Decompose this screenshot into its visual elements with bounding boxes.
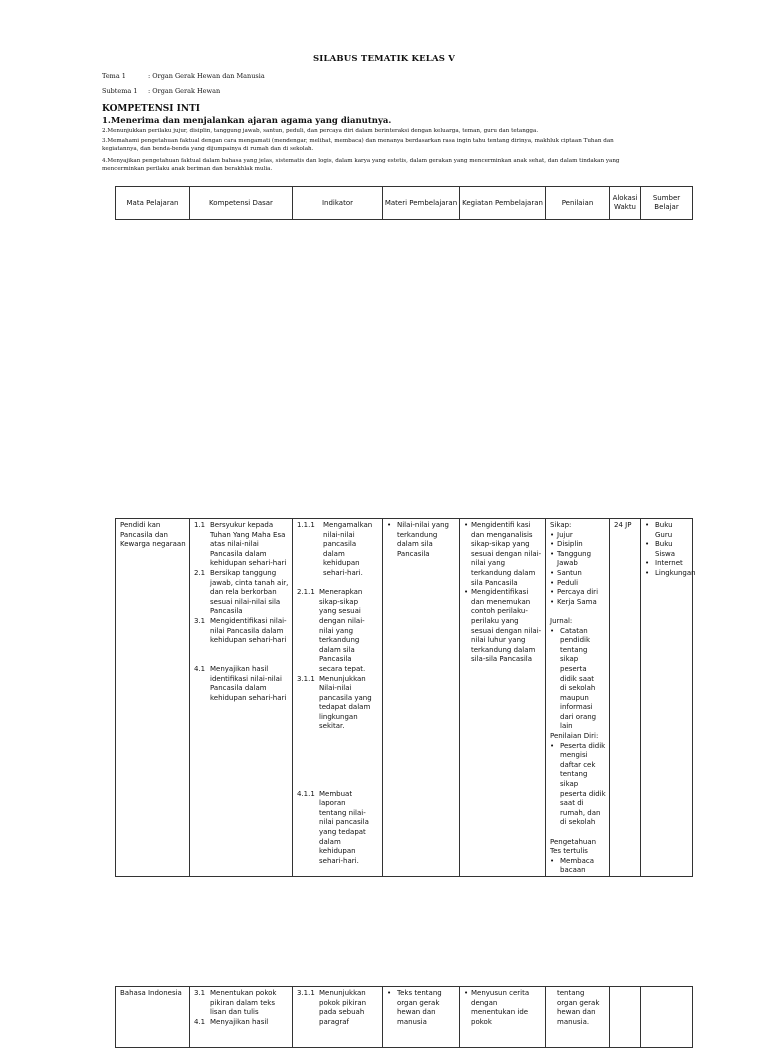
penilaian-pengetahuan-item: • Membaca bacaan bbox=[550, 856, 595, 875]
materi-item: • Teks tentang organ gerak hewan dan manusia bbox=[387, 989, 442, 1026]
indikator-item: 2.1.1 Menerapkan sikap-sikap yang sesuai dengan nilai-nilai yang terkandung dalam sila Pancasila secara tepat. bbox=[297, 588, 366, 673]
indikator-item: 4.1.1 Membuat laporan tentang nilai-nilai pancasila yang tedapat dalam kehidupan sehari-hari. bbox=[297, 789, 369, 865]
header-kompetensi-dasar: Kompetensi Dasar bbox=[190, 187, 293, 220]
cell-indikator bbox=[293, 519, 383, 877]
mapel-text: Bahasa Indonesia bbox=[120, 989, 182, 997]
kd-item: 4.1 Menyajikan hasil bbox=[194, 1017, 269, 1026]
meta-value: : Organ Gerak Hewan dan Manusia bbox=[148, 72, 265, 80]
cell-penilaian bbox=[546, 987, 610, 1048]
cell-indikator bbox=[293, 987, 383, 1048]
cell-mapel bbox=[116, 987, 190, 1048]
syllabus-row-ppkn bbox=[115, 518, 696, 877]
syllabus-header-table bbox=[115, 186, 693, 220]
sumber-item: • Lingkungan bbox=[645, 568, 696, 577]
kegiatan-item: • Mengidentifi kasi dan menganalisis sikap-sikap yang sesuai dengan nilai-nilai yang terkandung dalam sila Pancasila bbox=[464, 521, 542, 587]
penilaian-text: tentang organ gerak hewan dan manusia. bbox=[557, 989, 600, 1026]
kegiatan-item: • Mengidentifikasi dan menemukan contoh perilaku-perilaku yang sesuai dengan nilai-nilai luhur yang terkandung dalam sila-sila Pancasila bbox=[464, 588, 542, 664]
header-kegiatan: Kegiatan Pembelajaran bbox=[460, 187, 546, 220]
sumber-item: • Buku Siswa bbox=[645, 540, 676, 558]
cell-kegiatan bbox=[460, 987, 546, 1048]
mapel-text: Pendidi kan Pancasila dan Kewarga negaraan bbox=[120, 521, 186, 549]
cell-kompetensi-dasar bbox=[190, 987, 293, 1048]
document-title: SILABUS TEMATIK KELAS V bbox=[312, 54, 456, 64]
sumber-item: • Internet bbox=[645, 559, 683, 568]
kegiatan-item: • Menyusun cerita dengan menentukan ide pokok bbox=[464, 989, 530, 1026]
cell-penilaian bbox=[546, 519, 610, 877]
indikator-item: 3.1.1 Menunjukkan pokok pikiran pada sebuah paragraf bbox=[297, 989, 367, 1026]
penilaian-sikap-item: • Percaya diri bbox=[550, 588, 599, 597]
penilaian-sikap-item: • Kerja Sama bbox=[550, 597, 597, 606]
penilaian-tes-label: Tes tertulis bbox=[550, 847, 588, 856]
meta-subtema bbox=[102, 87, 220, 95]
cell-sumber-belajar bbox=[641, 519, 696, 877]
cell-materi bbox=[383, 987, 460, 1048]
cell-mapel bbox=[116, 519, 190, 877]
indikator-item: 3.1.1 Menunjukkan Nilai-nilai pancasila yang tedapat dalam lingkungan sekitar. bbox=[297, 674, 372, 731]
header-indikator: Indikator bbox=[293, 187, 383, 220]
cell-kegiatan bbox=[460, 519, 546, 877]
alokasi-waktu-text: 24 JP bbox=[614, 521, 632, 529]
penilaian-sikap-label: Sikap: bbox=[550, 521, 572, 529]
meta-key: Tema 1 bbox=[102, 72, 126, 80]
penilaian-sikap-item: • Tanggung Jawab bbox=[550, 549, 592, 568]
ki-4: 4.Menyajikan pengetahuan faktual dalam bahasa yang jelas, sistematis dan logis, dalam karya yang estetis, dalam gerakan yang mencerminkan anak sehat, dan dalam tindakan yang mencerminkan perilaku anak beriman dan berakhlak mulia. bbox=[102, 158, 620, 172]
penilaian-sikap-item: • Santun bbox=[550, 568, 582, 577]
penilaian-sikap-item: • Peduli bbox=[550, 578, 579, 587]
syllabus-row-bahasa-indonesia bbox=[115, 986, 693, 1048]
cell-materi bbox=[383, 519, 460, 877]
cell-sumber-belajar bbox=[641, 987, 693, 1048]
penilaian-sikap-item: • Disiplin bbox=[550, 540, 583, 549]
header-sumber-belajar: Sumber Belajar bbox=[641, 187, 693, 220]
penilaian-jurnal-item: • Catatan pendidik tentang sikap peserta didik saat di sekolah maupun informasi dari orang lain bbox=[550, 626, 597, 731]
meta-tema bbox=[102, 72, 265, 80]
cell-alokasi-waktu bbox=[610, 987, 641, 1048]
ki-1: 1.Menerima dan menjalankan ajaran agama yang dianutnya. bbox=[102, 116, 392, 126]
table-row bbox=[116, 987, 693, 1048]
ki-3: 3.Memahami pengetahuan faktual dengan cara mengamati (mendengar, melihat, membaca) dan menanya berdasarkan rasa ingin tahu tentang dirinya, makhluk ciptaan Tuhan dan kegiatannya, dan benda-benda yang dijumpainya di rumah dan di sekolah. bbox=[102, 138, 614, 152]
meta-key: Subtema 1 bbox=[102, 87, 138, 95]
penilaian-sikap-item: • Jujur bbox=[550, 530, 573, 539]
indikator-item: 1.1.1 Mengamalkan nilai-nilai pancasila dalam kehidupan sehari-hari. bbox=[297, 521, 373, 577]
cell-kompetensi-dasar bbox=[190, 519, 293, 877]
kd-item: 1.1 Bersyukur kepada Tuhan Yang Maha Esa atas nilai-nilai Pancasila dalam kehidupan sehari-hari bbox=[194, 521, 287, 568]
kd-item: 3.1 Mengidentifikasi nilai-nilai Pancasila dalam kehidupan sehari-hari bbox=[194, 616, 287, 645]
meta-value: : Organ Gerak Hewan bbox=[148, 87, 221, 95]
table-row bbox=[116, 519, 693, 877]
materi-item: • Nilai-nilai yang terkandung dalam sila Pancasila bbox=[387, 521, 449, 558]
sumber-item: • Buku Guru bbox=[645, 521, 673, 539]
kd-item: 3.1 Menentukan pokok pikiran dalam teks lisan dan tulis bbox=[194, 989, 277, 1017]
kd-item: 4.1 Menyajikan hasil identifikasi nilai-nilai Pancasila dalam kehidupan sehari-hari bbox=[194, 664, 287, 702]
header-alokasi-waktu: Alokasi Waktu bbox=[610, 187, 641, 220]
cell-alokasi-waktu bbox=[610, 519, 641, 877]
kompetensi-inti-heading: KOMPETENSI INTI bbox=[102, 104, 200, 114]
ki-2: 2.Menunjukkan perilaku jujur, disiplin, tanggung jawab, santun, peduli, dan percaya diri dalam berinteraksi dengan keluarga, teman, guru dan tetangga. bbox=[102, 128, 539, 134]
kd-item: 2.1 Bersikap tanggung jawab, cinta tanah air, dan rela berkorban sesuai nilai-nilai sila Pancasila bbox=[194, 568, 289, 616]
penilaian-diri-label: Penilaian Diri: bbox=[550, 732, 599, 741]
header-mata-pelajaran: Mata Pelajaran bbox=[116, 187, 190, 220]
penilaian-pengetahuan-label: Pengetahuan bbox=[550, 837, 597, 846]
penilaian-jurnal-label: Jurnal: bbox=[550, 616, 573, 625]
header-materi: Materi Pembelajaran bbox=[383, 187, 460, 220]
penilaian-diri-item: • Peserta didik mengisi daftar cek tentang sikap peserta didik saat di rumah, dan di sekolah bbox=[550, 741, 606, 827]
header-penilaian: Penilaian bbox=[546, 187, 610, 220]
